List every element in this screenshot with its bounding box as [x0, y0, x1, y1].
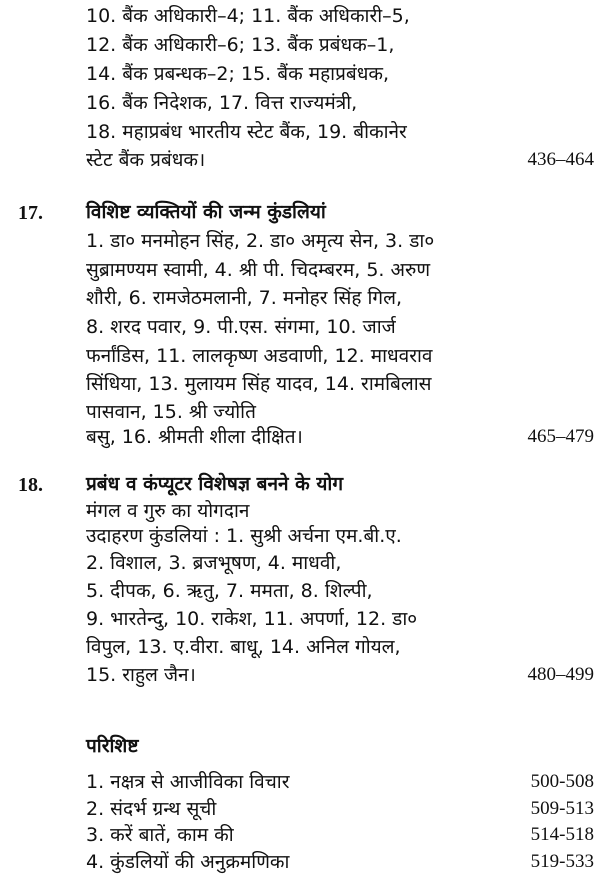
appendix-heading: परिशिष्ट	[86, 735, 139, 757]
page-range: 465–479	[527, 426, 594, 447]
appendix-item-pages: 509-513	[530, 798, 594, 819]
entry-line: 15. राहुल जैन।	[86, 664, 196, 686]
entry-line: 10. बैंक अधिकारी–4; 11. बैंक अधिकारी–5,	[86, 5, 410, 27]
appendix-item-label: 4. कुंडलियों की अनुक्रमणिका	[86, 851, 290, 873]
entry-number: 17.	[18, 202, 43, 224]
page-range: 436–464	[527, 149, 594, 170]
entry-line: पासवान, 15. श्री ज्योति	[86, 401, 256, 423]
entry-line: बसु, 16. श्रीमती शीला दीक्षित।	[86, 426, 303, 448]
entry-line: विपुल, 13. ए.वीरा. बाधू, 14. अनिल गोयल,	[86, 636, 401, 658]
entry-line: 12. बैंक अधिकारी–6; 13. बैंक प्रबंधक–1,	[86, 34, 395, 56]
entry-number: 18.	[18, 474, 43, 496]
entry-line: 18. महाप्रबंध भारतीय स्टेट बैंक, 19. बीकानेर	[86, 121, 407, 143]
entry-line: सुब्रामण्यम स्वामी, 4. श्री पी. चिदम्बरम, 5. अरुण	[86, 259, 431, 281]
entry-line: 5. दीपक, 6. ऋतु, 7. ममता, 8. शिल्पी,	[86, 580, 373, 602]
appendix-item-pages: 519-533	[530, 851, 594, 872]
appendix-item-pages: 500-508	[530, 771, 594, 792]
entry-line: फर्नांडिस, 11. लालकृष्ण अडवाणी, 12. माधवराव	[86, 345, 433, 367]
entry-line: 8. शरद पवार, 9. पी.एस. संगमा, 10. जार्ज	[86, 316, 396, 338]
entry-line: 2. विशाल, 3. ब्रजभूषण, 4. माधवी,	[86, 552, 342, 574]
appendix-item-label: 1. नक्षत्र से आजीविका विचार	[86, 771, 290, 793]
entry-line: स्टेट बैंक प्रबंधक।	[86, 149, 206, 171]
page-range: 480–499	[527, 664, 594, 685]
entry-line: 9. भारतेन्दु, 10. राकेश, 11. अपर्णा, 12. डा०	[86, 608, 418, 630]
entry-line: मंगल व गुरु का योगदान	[86, 500, 250, 522]
appendix-item-label: 3. करें बातें, काम की	[86, 824, 234, 846]
entry-line: 1. डा० मनमोहन सिंह, 2. डा० अमृत्य सेन, 3. डा०	[86, 230, 435, 252]
appendix-item-label: 2. संदर्भ ग्रन्थ सूची	[86, 798, 217, 820]
entry-line: शौरी, 6. रामजेठमलानी, 7. मनोहर सिंह गिल,	[86, 287, 403, 309]
entry-line: 14. बैंक प्रबन्धक–2; 15. बैंक महाप्रबंधक,	[86, 63, 390, 85]
entry-title: विशिष्ट व्यक्तियों की जन्म कुंडलियां	[86, 201, 326, 223]
entry-line: उदाहरण कुंडलियां : 1. सुश्री अर्चना एम.बी.ए.	[86, 525, 402, 547]
entry-line: सिंधिया, 13. मुलायम सिंह यादव, 14. रामबिलास	[86, 373, 432, 395]
entry-line: 16. बैंक निदेशक, 17. वित्त राज्यमंत्री,	[86, 92, 358, 114]
entry-title: प्रबंध व कंप्यूटर विशेषज्ञ बनने के योग	[86, 473, 344, 495]
appendix-item-pages: 514-518	[530, 824, 594, 845]
